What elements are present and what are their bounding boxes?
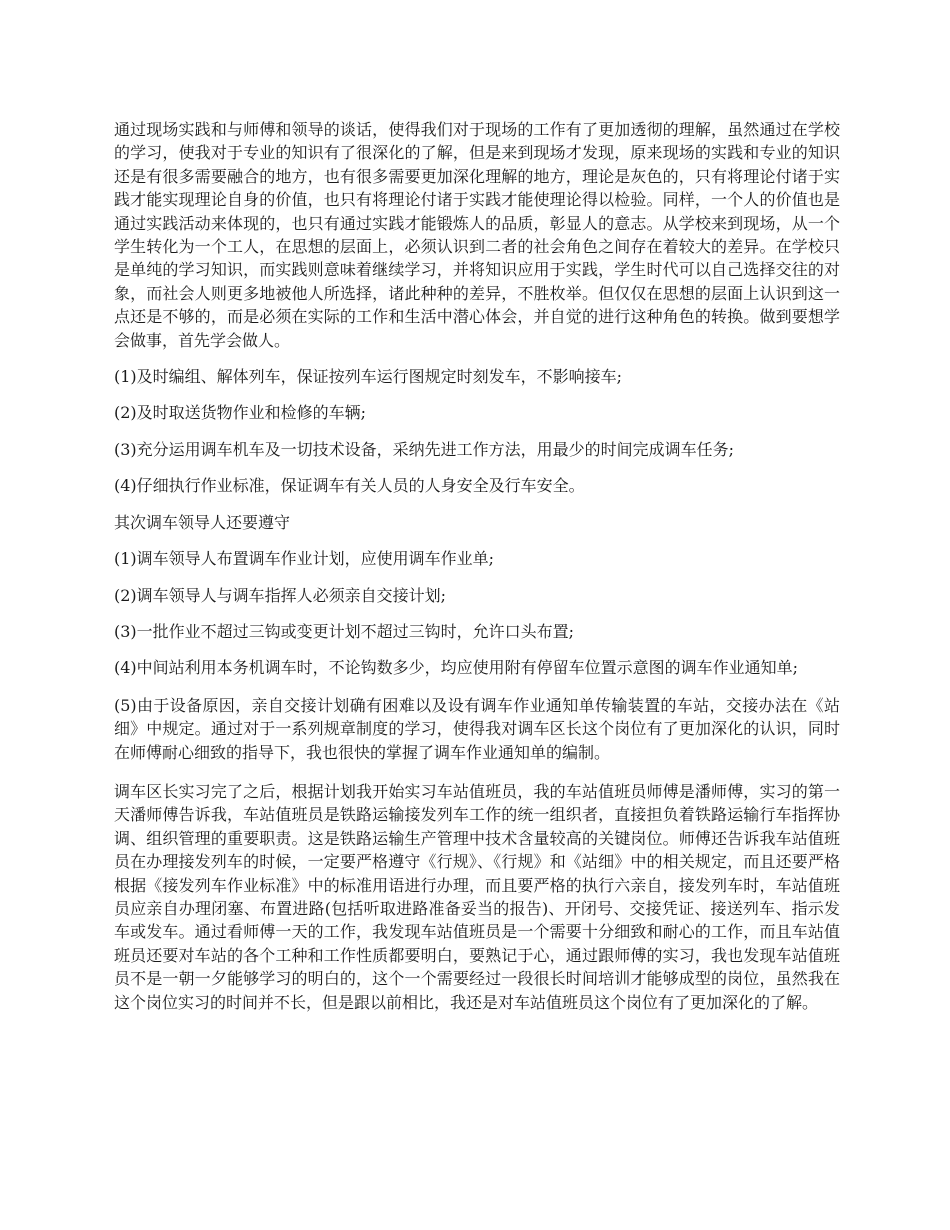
document-body — [114, 118, 840, 1014]
list-item: (3)一批作业不超过三钩或变更计划不超过三钩时，允许口头布置; — [114, 621, 575, 641]
list-item: (4)仔细执行作业标准，保证调车有关人员的人身安全及行车安全。 — [114, 476, 585, 496]
list-item: (5)由于设备原因，亲自交接计划确有困难以及设有调车作业通知单传输装置的车站，交接办法在《站细》中规定。通过对于一系列规章制度的学习，使得我对调车区长这个岗位有了更加深化的认识，同时在师傅耐心细致的指导下，我也很快的掌握了调车作业通知单的编制。 — [114, 695, 840, 762]
list-item: (1)及时编组、解体列车，保证按列车运行图规定时刻发车，不影响接车; — [114, 367, 623, 387]
list-item: (2)调车领导人与调车指挥人必须亲自交接计划; — [114, 585, 447, 605]
list-item: (1)调车领导人布置调车作业计划，应使用调车作业单; — [114, 549, 495, 569]
closing-paragraph: 调车区长实习完了之后，根据计划我开始实习车站值班员，我的车站值班员师傅是潘师傅，实习的第一天潘师傅告诉我，车站值班员是铁路运输接发列车工作的统一组织者，直接担负着铁路运输行车指挥协调、组织管理的重要职责。这是铁路运输生产管理中技术含量较高的关键岗位。师傅还告诉我车站值班员在办理接发列车的时候，一定要严格遵守《行规》、《行规》和《站细》中的相关规定，而且还要严格根据《接发列车作业标准》中的标准用语进行办理，而且要严格的执行六亲自，接发列车时，车站值班员应亲自办理闭塞、布置进路(包括听取进路准备妥当的报告)、开闭号、交接凭证、接送列车、指示发车或发车。通过看师傅一天的工作，我发现车站值班员是一个需要十分细致和耐心的工作，而且车站值班员还要对车站的各个工种和工作性质都要明白，要熟记于心，通过跟师傅的实习，我也发现车站值班员不是一朝一夕能够学习的明白的，这个一个需要经过一段很长时间培训才能够成型的岗位，虽然我在这个岗位实习的时间并不长，但是跟以前相比，我还是对车站值班员这个岗位有了更加深化的了解。 — [114, 781, 840, 1012]
list-item: (3)充分运用调车机车及一切技术设备，采纳先进工作方法，用最少的时间完成调车任务; — [114, 439, 735, 459]
list-item: (4)中间站利用本务机调车时，不论钩数多少，均应使用附有停留车位置示意图的调车作业通知单; — [114, 658, 799, 678]
intro-paragraph: 通过现场实践和与师傅和领导的谈话，使得我们对于现场的工作有了更加透彻的理解，虽然通过在学校的学习，使我对于专业的知识有了很深化的了解，但是来到现场才发现，原来现场的实践和专业的知识还是有很多需要融合的地方，也有很多需要更加深化理解的地方，理论是灰色的，只有将理论付诸于实践才能实现理论自身的价值，也只有将理论付诸于实践才能使理论得以检验。同样，一个人的价值也是通过实践活动来体现的，也只有通过实践才能锻炼人的品质，彰显人的意志。从学校来到现场，从一个学生转化为一个工人，在思想的层面上，必须认识到二者的社会角色之间存在着较大的差异。在学校只是单纯的学习知识，而实践则意味着继续学习，并将知识应用于实践，学生时代可以自己选择交往的对象，而社会人则更多地被他人所选择，诸此种种的差异，不胜枚举。但仅仅在思想的层面上认识到这一点还是不够的，而是必须在实际的工作和生活中潜心体会，并自觉的进行这种角色的转换。做到要想学会做事，首先学会做人。 — [114, 120, 840, 350]
list-item: (2)及时取送货物作业和检修的车辆; — [114, 403, 367, 423]
section-lead: 其次调车领导人还要遵守 — [114, 512, 291, 532]
